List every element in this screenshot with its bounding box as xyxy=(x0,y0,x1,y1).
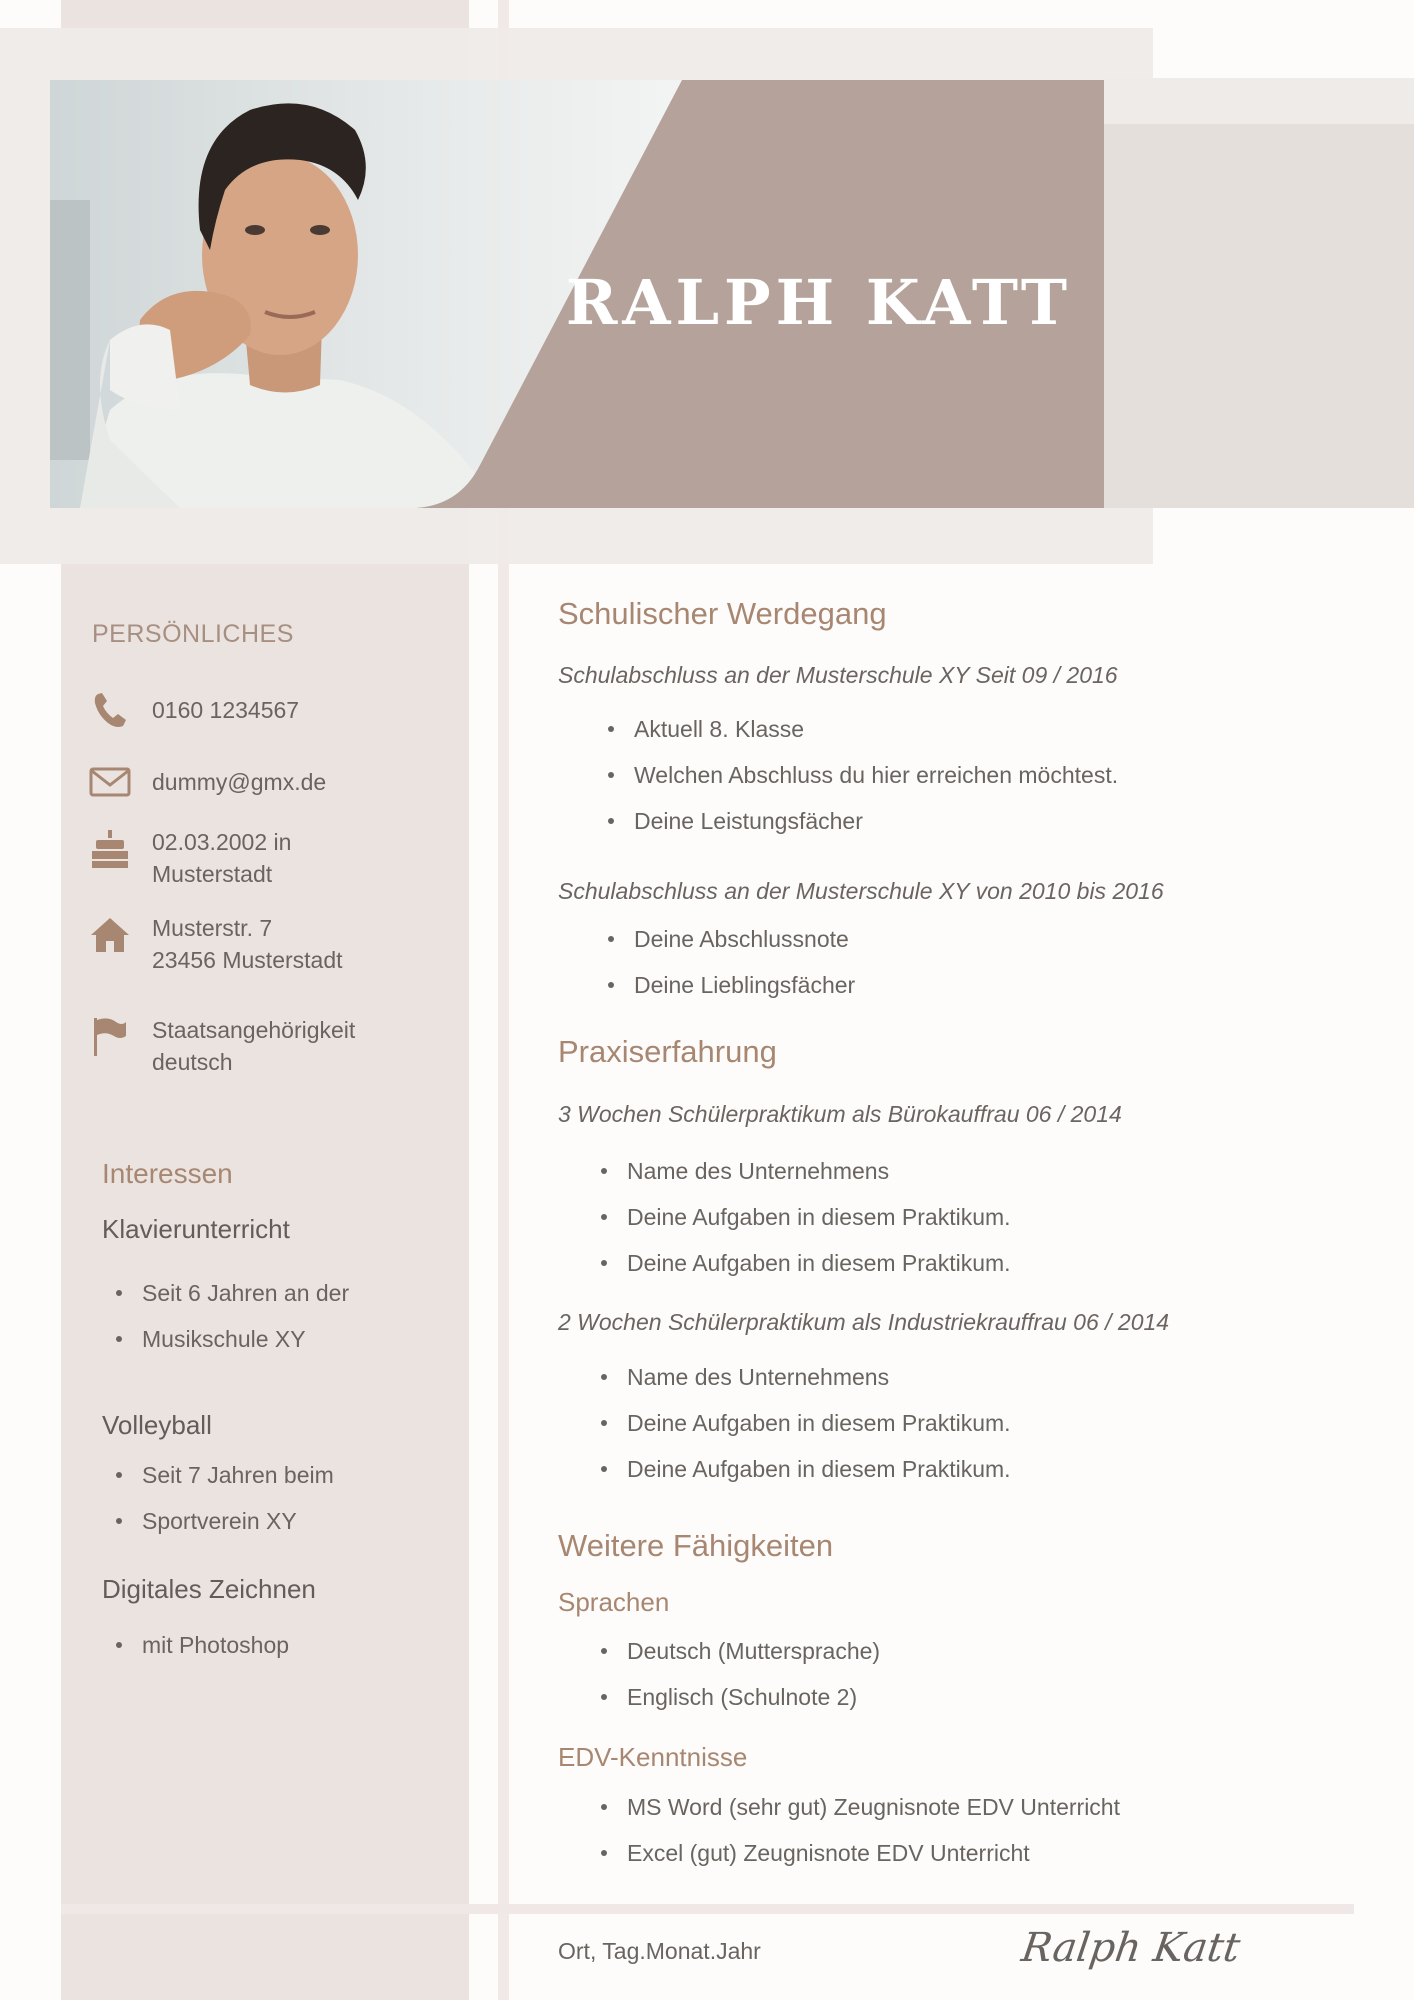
practice-entry-item: Deine Aufgaben in diesem Praktikum. xyxy=(627,1194,1011,1240)
address-city: 23456 Musterstadt xyxy=(152,947,343,973)
practice-section-title: Praxiserfahrung xyxy=(558,1034,777,1069)
birth-info xyxy=(152,826,291,890)
interest-title: Digitales Zeichnen xyxy=(102,1574,316,1604)
practice-entry-item: Name des Unternehmens xyxy=(627,1354,1011,1400)
home-icon xyxy=(88,912,132,956)
interest-item: mit Photoshop xyxy=(142,1622,289,1668)
school-entry-item: Deine Leistungsfächer xyxy=(634,798,1118,844)
languages-list xyxy=(627,1628,880,1720)
decor-block xyxy=(1103,124,1414,508)
phone-icon xyxy=(88,688,132,732)
interest-item: Sportverein XY xyxy=(142,1498,334,1544)
flag-icon xyxy=(88,1014,132,1058)
school-entry-item: Deine Abschlussnote xyxy=(634,916,855,962)
interest-item: Seit 7 Jahren beim xyxy=(142,1452,334,1498)
school-entry-item: Welchen Abschluss du hier erreichen möchtest. xyxy=(634,752,1118,798)
place-date: Ort, Tag.Monat.Jahr xyxy=(558,1938,761,1964)
interest-item: Musikschule XY xyxy=(142,1316,349,1362)
address-street: Musterstr. 7 xyxy=(152,915,273,941)
interest-title: Klavierunterricht xyxy=(102,1214,290,1244)
it-skill-item: Excel (gut) Zeugnisnote EDV Unterricht xyxy=(627,1830,1120,1876)
interest-list xyxy=(142,1270,349,1362)
it-skills-title: EDV-Kenntnisse xyxy=(558,1742,748,1772)
address xyxy=(152,912,343,976)
practice-entry-heading: 3 Wochen Schülerpraktikum als Bürokauffrau 06 / 2014 xyxy=(558,1101,1122,1127)
languages-title: Sprachen xyxy=(558,1587,670,1617)
practice-entry-item: Deine Aufgaben in diesem Praktikum. xyxy=(627,1240,1011,1286)
interest-list xyxy=(142,1622,289,1668)
school-entry-list xyxy=(634,916,855,1008)
signature: Ralph Katt xyxy=(1018,1925,1243,1971)
practice-entry-list xyxy=(627,1354,1011,1492)
practice-entry-item: Deine Aufgaben in diesem Praktikum. xyxy=(627,1400,1011,1446)
school-section-title: Schulischer Werdegang xyxy=(558,596,887,631)
practice-entry-heading: 2 Wochen Schülerpraktikum als Industriekrauffrau 06 / 2014 xyxy=(558,1309,1170,1335)
contact-phone xyxy=(88,688,448,732)
personal-section-title: PERSÖNLICHES xyxy=(92,620,294,648)
header-card xyxy=(50,80,1104,508)
cake-icon xyxy=(88,826,132,870)
contact-birth xyxy=(88,826,448,890)
candidate-name: RALPH KATT xyxy=(565,266,1072,339)
nationality-value: deutsch xyxy=(152,1049,233,1075)
it-skill-item: MS Word (sehr gut) Zeugnisnote EDV Unterricht xyxy=(627,1784,1120,1830)
birth-place: Musterstadt xyxy=(152,861,273,887)
school-entry-heading: Schulabschluss an der Musterschule XY von 2010 bis 2016 xyxy=(558,878,1164,904)
school-entry-heading: Schulabschluss an der Musterschule XY Seit 09 / 2016 xyxy=(558,662,1118,688)
school-entry-list xyxy=(634,706,1118,844)
birth-date: 02.03.2002 in xyxy=(152,829,292,855)
phone-number: 0160 1234567 xyxy=(152,697,300,723)
interest-item: Seit 6 Jahren an der xyxy=(142,1270,349,1316)
it-skills-list xyxy=(627,1784,1120,1876)
interest-list xyxy=(142,1452,334,1544)
practice-entry-item: Deine Aufgaben in diesem Praktikum. xyxy=(627,1446,1011,1492)
practice-entry-item: Name des Unternehmens xyxy=(627,1148,1011,1194)
contact-nationality xyxy=(88,1014,448,1078)
email-address: dummy@gmx.de xyxy=(152,769,327,795)
practice-entry-list xyxy=(627,1148,1011,1286)
interests-title: Interessen xyxy=(102,1158,233,1189)
mail-icon xyxy=(88,760,132,804)
interest-title: Volleyball xyxy=(102,1410,212,1440)
contact-address xyxy=(88,912,448,976)
school-entry-item: Aktuell 8. Klasse xyxy=(634,706,1118,752)
language-item: Englisch (Schulnote 2) xyxy=(627,1674,880,1720)
contact-email xyxy=(88,760,448,804)
school-entry-item: Deine Lieblingsfächer xyxy=(634,962,855,1008)
nationality xyxy=(152,1014,355,1078)
nationality-label: Staatsangehörigkeit xyxy=(152,1017,356,1043)
skills-section-title: Weitere Fähigkeiten xyxy=(558,1528,834,1563)
decor-block-light xyxy=(1103,78,1414,124)
language-item: Deutsch (Muttersprache) xyxy=(627,1628,880,1674)
footer-divider xyxy=(61,1904,1354,1914)
